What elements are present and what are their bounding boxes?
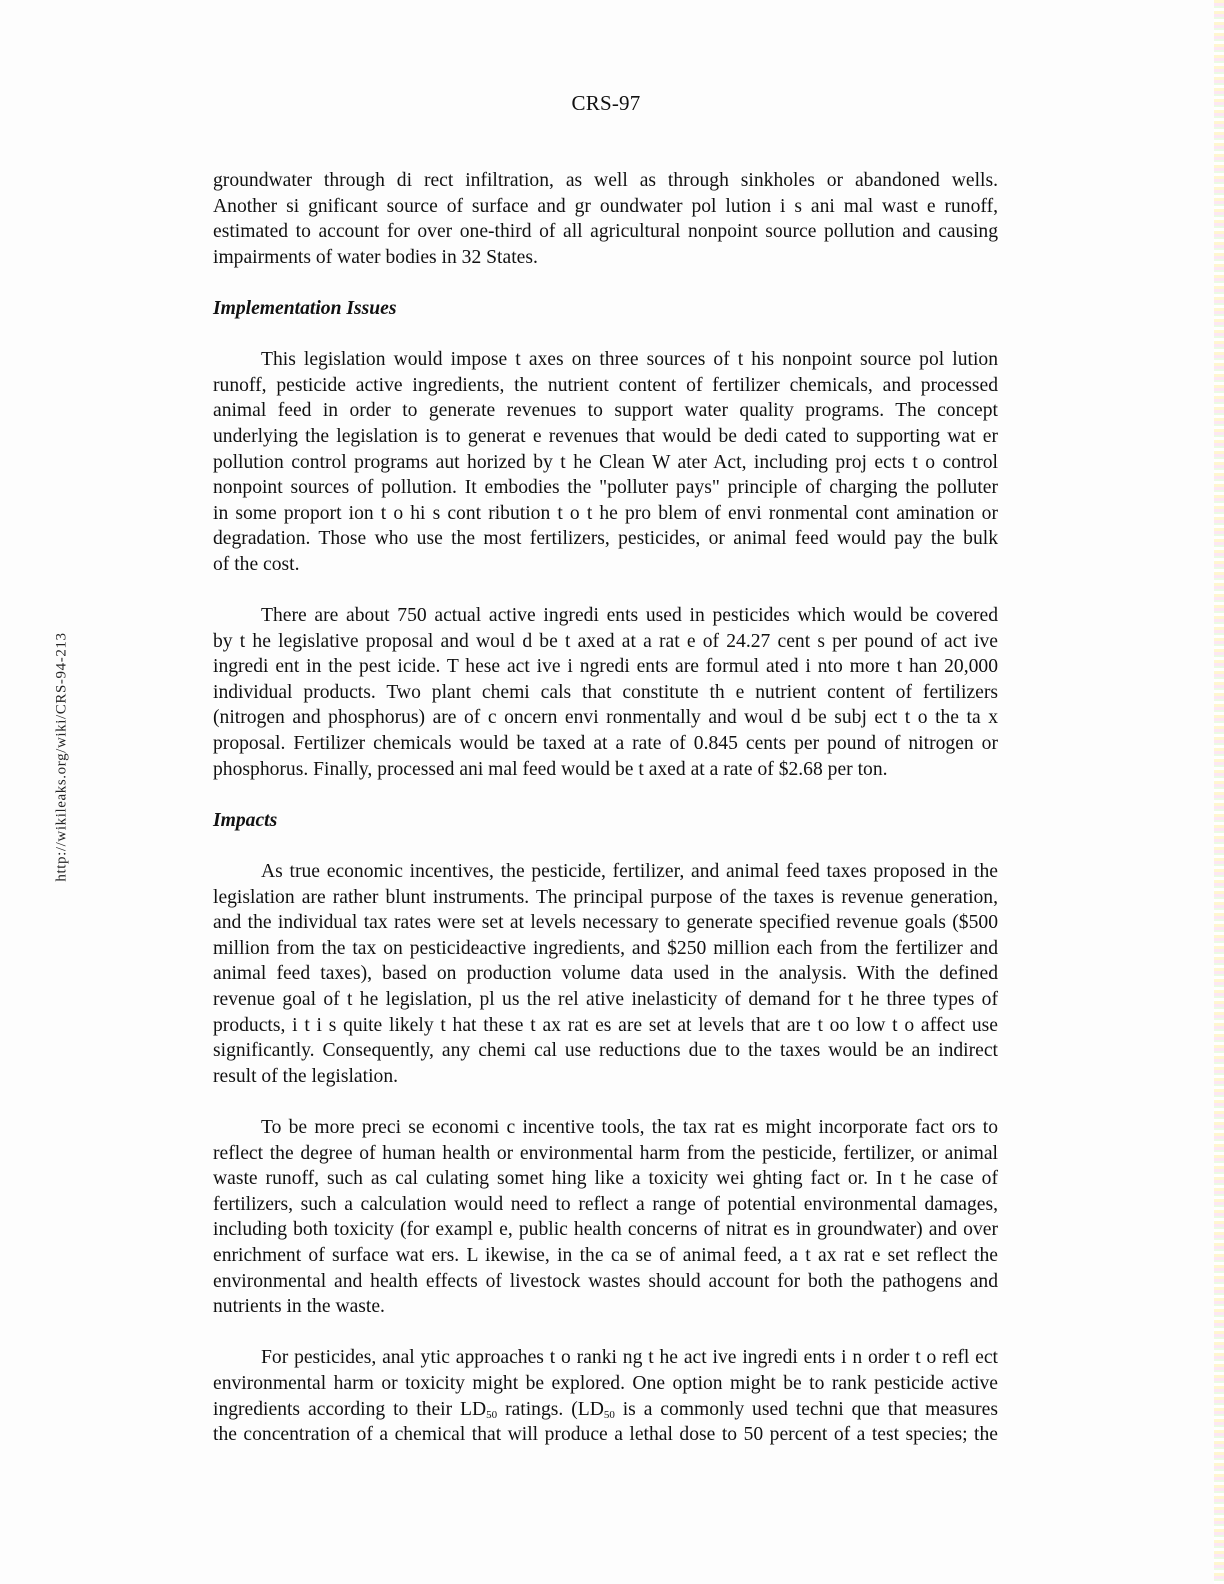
subscript-50: 50: [486, 1408, 498, 1421]
text-line: and the individual tax rates were set at levels necessary to generate specified revenue goals ($500: [213, 912, 998, 934]
text-line: For pesticides, anal ytic approaches t o ranki ng t he act ive ingredi ents i n order t o refl ect: [261, 1347, 998, 1369]
paragraph-implementation: [213, 347, 998, 577]
text-line: animal feed taxes), based on production volume data used in the analysis. With the defined: [213, 963, 998, 985]
text-line: runoff, pesticide active ingredients, the nutrient content of fertilizer chemicals, and processed: [213, 374, 998, 396]
text-line: ingredi ent in the pest icide. T hese act ive i ngredi ents are formul ated i nto more t han 20,000: [213, 656, 998, 678]
text-line: groundwater through di rect infiltration, as well as through sinkholes or abandoned wells.: [213, 170, 998, 191]
text-line: individual products. Two plant chemi cals that constitute th e nutrient content of fertilizers: [213, 681, 998, 703]
section-heading-impacts: Impacts: [213, 809, 278, 831]
text-line: waste runoff, such as cal culating somet hing like a toxicity wei ghting fact or. In t he case of: [213, 1168, 998, 1190]
text-line: nutrients in the waste.: [213, 1296, 385, 1318]
text-line: significantly. Consequently, any chemi cal use reductions due to the taxes would be an indirect: [213, 1040, 998, 1062]
text-line: phosphorus. Finally, processed ani mal feed would be t axed at a rate of $2.68 per ton.: [213, 758, 888, 780]
text-fragment: ingredients according to their LD: [213, 1398, 487, 1420]
source-watermark: http://wikileaks.org/wiki/CRS-94-213: [53, 632, 70, 882]
text-line: enrichment of surface wat ers. L ikewise, in the ca se of animal feed, a t ax rat e set reflect the: [213, 1244, 998, 1266]
subscript-50: 50: [603, 1408, 615, 1421]
text-line: proposal. Fertilizer chemicals would be taxed at a rate of 0.845 cents per pound of nitrogen or: [213, 733, 998, 755]
text-fragment: ratings. (LD: [497, 1398, 604, 1420]
text-line: legislation are rather blunt instruments. The principal purpose of the taxes is revenue generation,: [213, 886, 998, 908]
section-heading-implementation-issues: Implementation Issues: [213, 297, 397, 319]
text-line: underlying the legislation is to generat e revenues that would be dedi cated to supporting wat er: [213, 425, 998, 447]
page-header: CRS-97: [571, 91, 641, 115]
text-line: degradation. Those who use the most fertilizers, pesticides, or animal feed would pay the bulk: [213, 528, 998, 550]
document-body: [213, 168, 998, 1473]
text-line: As true economic incentives, the pesticide, fertilizer, and animal feed taxes proposed in the: [261, 861, 998, 883]
text-line: result of the legislation.: [213, 1065, 399, 1087]
text-line: This legislation would impose t axes on three sources of t his nonpoint source pol lution: [261, 349, 998, 371]
text-line: Another si gnificant source of surface and gr oundwater pol lution i s ani mal wast e runoff,: [213, 195, 998, 217]
text-line: reflect the degree of human health or environmental harm from the pesticide, fertilizer, or animal: [213, 1142, 998, 1164]
text-line-ld50: [213, 1397, 998, 1423]
text-line: estimated to account for over one-third of all agricultural nonpoint source pollution and causing: [213, 221, 998, 243]
paragraph-pesticide-ranking: [213, 1345, 998, 1447]
text-line: There are about 750 actual active ingredi ents used in pesticides which would be covered: [261, 605, 998, 627]
text-line: fertilizers, such a calculation would need to reflect a range of potential environmental damages,: [213, 1193, 998, 1215]
text-line: including both toxicity (for exampl e, public health concerns of nitrat es in groundwater) and over: [213, 1219, 998, 1241]
text-line: (nitrogen and phosphorus) are of c oncern envi ronmentally and woul d be subj ect t o the ta x: [213, 707, 998, 729]
text-fragment: is a commonly used techni que that measures: [614, 1398, 998, 1420]
text-line: by t he legislative proposal and woul d be t axed at a rat e of 24.27 cent s per pound of act ive: [213, 630, 998, 652]
paragraph-tax-rates: [213, 603, 998, 782]
text-line: the concentration of a chemical that will produce a lethal dose to 50 percent of a test species; the: [213, 1424, 998, 1446]
text-line: nonpoint sources of pollution. It embodies the "polluter pays" principle of charging the polluter: [213, 477, 998, 499]
paragraph-continuation: [213, 168, 998, 270]
text-line: products, i t i s quite likely t hat these t ax rat es are set at levels that are t oo low t o affect use: [213, 1014, 998, 1036]
text-line: To be more preci se economi c incentive tools, the tax rat es might incorporate fact ors to: [261, 1116, 998, 1138]
text-line: in some proport ion t o hi s cont ribution t o t he pro blem of envi ronmental cont amination or: [213, 502, 998, 524]
scan-edge-strip: [1214, 0, 1224, 1584]
text-line: impairments of water bodies in 32 States.: [213, 246, 538, 268]
text-line: animal feed in order to generate revenues to support water quality programs. The concept: [213, 400, 998, 422]
text-line: pollution control programs aut horized by t he Clean W ater Act, including proj ects t o control: [213, 451, 998, 473]
text-line: environmental harm or toxicity might be explored. One option might be to rank pesticide active: [213, 1372, 998, 1394]
text-line: environmental and health effects of livestock wastes should account for both the pathogens and: [213, 1270, 998, 1292]
text-line: revenue goal of t he legislation, pl us the rel ative inelasticity of demand for t he three types of: [213, 989, 998, 1010]
text-line: of the cost.: [213, 553, 300, 575]
paragraph-impacts: [213, 859, 998, 1089]
text-line: million from the tax on pesticideactive ingredients, and $250 million each from the fertilizer and: [213, 937, 998, 959]
paragraph-incentive-tools: [213, 1115, 998, 1320]
